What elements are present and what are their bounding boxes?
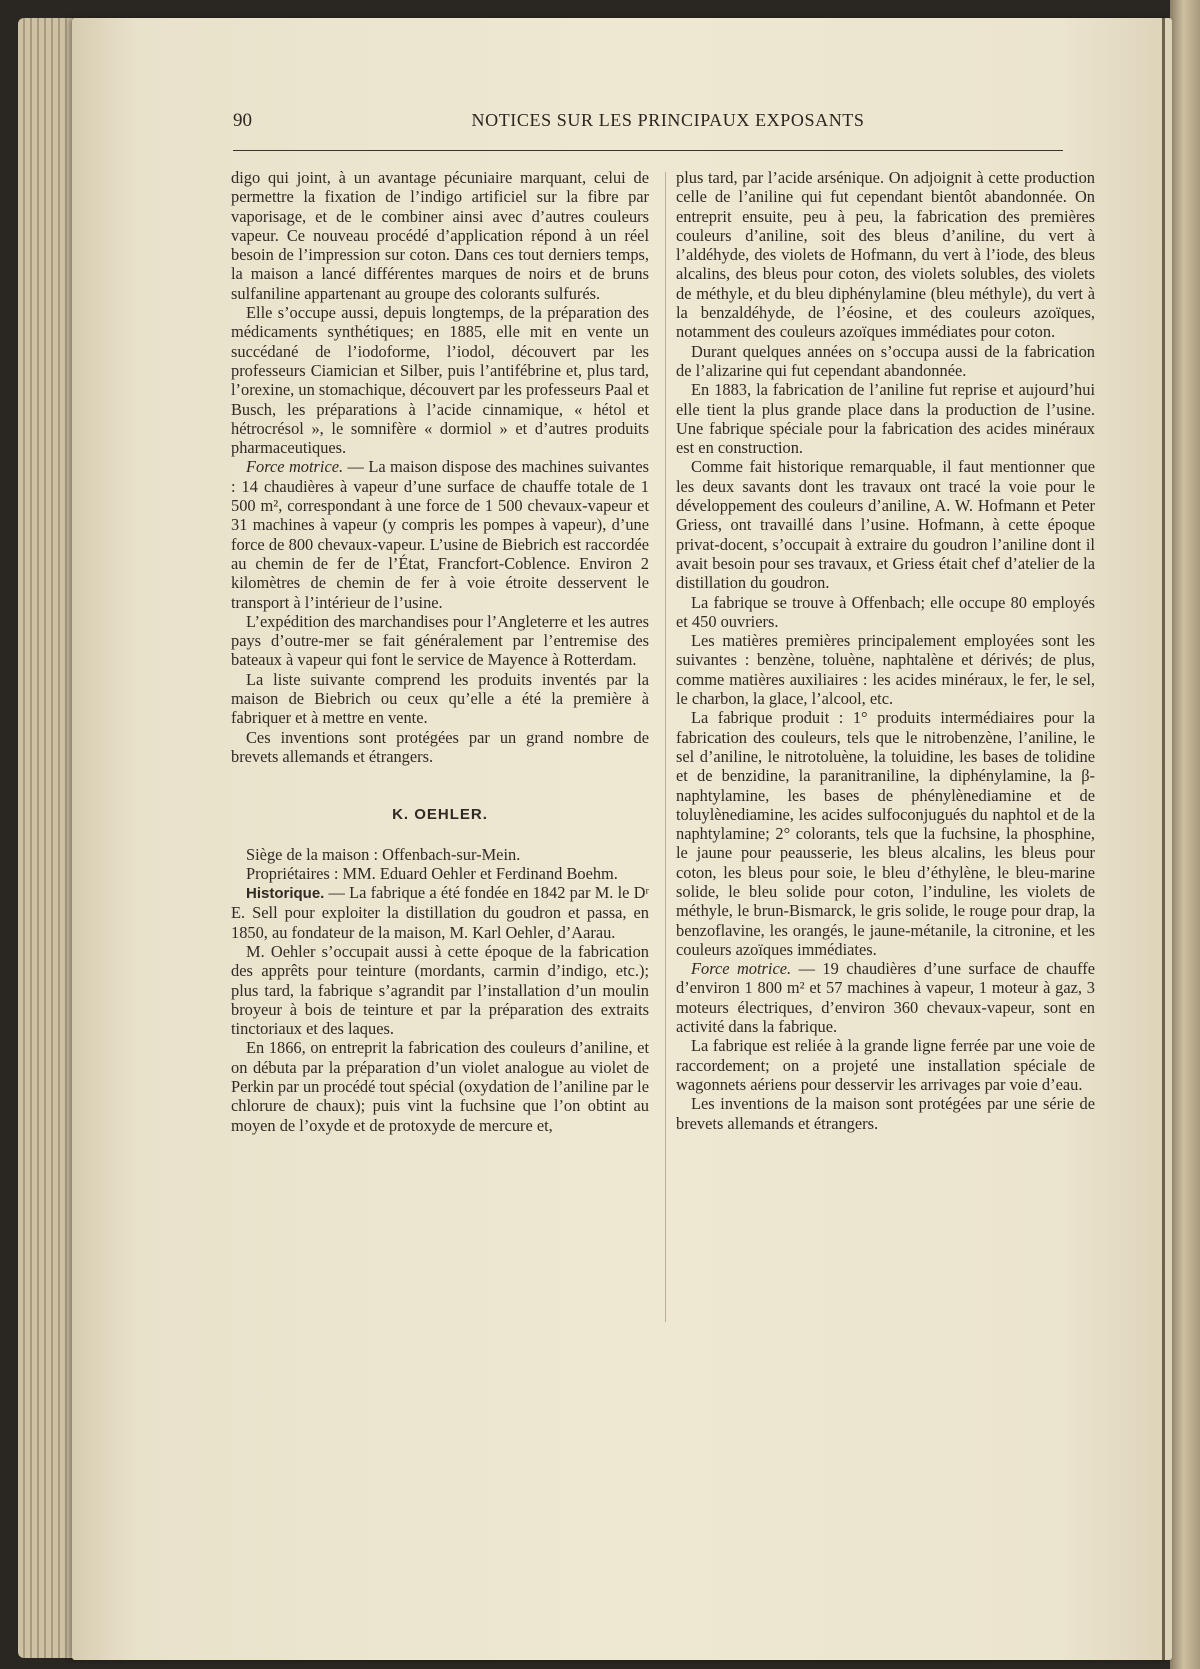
- paragraph: [231, 845, 649, 864]
- paragraph-text: plus tard, par l’acide arsénique. On adjoignit à cette production celle de l’aniline qui fut cependant bientôt abandonnée. On entreprit ensuite, peu à peu, la fabrication des premières couleurs d’aniline, soit des bleus d’aniline, du vert à l’aldéhyde, des violets de Hofmann, du vert à l’iode, des bleus alcalins, des bleus pour coton, des violets solubles, des violets de méthyle, et du bleu diphénylamine (bleu méthyle), du vert à la benzaldéhyde, de l’éosine, et des couleurs azoïques, notamment des couleurs azoïques immédiates pour coton.: [676, 168, 1095, 342]
- paragraph: [231, 612, 649, 670]
- book-gutter: [1162, 18, 1165, 1660]
- paragraph-text: — La fabrique a été fondée en 1842 par M. le Dʳ E. Sell pour exploiter la distillation du goudron et passa, en 1850, au fondateur de la maison, M. Karl Oehler, d’Aarau.: [231, 883, 649, 942]
- paragraph: [231, 883, 649, 942]
- paragraph-lead: Force motrice.: [246, 457, 344, 477]
- paragraph: [231, 168, 649, 303]
- paragraph: [676, 1094, 1095, 1133]
- paragraph-text: Propriétaires : MM. Eduard Oehler et Ferdinand Boehm.: [246, 863, 618, 883]
- paragraph-text: — La maison dispose des machines suivantes : 14 chaudières à vapeur d’une surface de chauffe totale de 1 500 m², correspondant à une force de 1 500 chevaux-vapeur et 31 machines à vapeur (y compris les pompes à vapeur), d’une force de 800 chevaux-vapeur. L’usine de Biebrich est raccordée au chemin de fer de l’État, Francfort-Coblence. Environ 2 kilomètres de chemin de fer à voie étroite desservent le transport à l’intérieur de l’usine.: [231, 457, 649, 612]
- running-head: [233, 106, 1063, 136]
- paragraph-lead: Historique.: [246, 885, 325, 903]
- paragraph: [676, 168, 1095, 342]
- header-rule: [233, 150, 1063, 151]
- paragraph: [231, 670, 649, 728]
- paragraph-text: Les inventions de la maison sont protégées par une série de brevets allemands et étrangers.: [676, 1094, 1095, 1133]
- paragraph: [676, 593, 1095, 632]
- adjacent-page-edge: [1170, 0, 1200, 1669]
- right-column: [676, 168, 1095, 1133]
- paragraph-text: L’expédition des marchandises pour l’Angleterre et les autres pays d’outre-mer se fait généralement par l’entremise des bateaux à vapeur qui font le service de Mayence à Rotterdam.: [231, 611, 649, 670]
- paragraph-text: Comme fait historique remarquable, il faut mentionner que les deux savants dont les travaux ont tracé la voie pour le développement des couleurs d’aniline, A. W. Hofmann et Peter Griess, ont travaillé dans l’usine. Hofmann, à cette époque privat-docent, s’occupait à extraire du goudron l’aniline dont il avait besoin pour ses travaux, et Griess était chef d’atelier de la distillation du goudron.: [676, 457, 1095, 593]
- paragraph-text: La liste suivante comprend les produits inventés par la maison de Biebrich ou ceux qu’elle a été la première à fabriquer et à mettre en vente.: [231, 669, 649, 728]
- paragraph-text: M. Oehler s’occupait aussi à cette époque de la fabrication des apprêts pour teinture (mordants, carmin d’indigo, etc.); plus tard, la fabrique s’agrandit par l’installation d’un moulin broyeur à bois de teinture et par la préparation des extraits tinctoriaux et des laques.: [231, 941, 649, 1039]
- paragraph-lead: Force motrice.: [691, 959, 792, 979]
- right-paragraphs: [676, 168, 1095, 1133]
- paragraph: [231, 864, 649, 883]
- paragraph: [231, 1038, 649, 1134]
- running-title: NOTICES SUR LES PRINCIPAUX EXPOSANTS: [471, 110, 865, 130]
- paragraph: [231, 457, 649, 611]
- paragraph-text: En 1883, la fabrication de l’aniline fut reprise et aujourd’hui elle tient la plus grande place dans la production de l’usine. Une fabrique spéciale pour la fabrication des acides minéraux est en construction.: [676, 380, 1095, 458]
- paragraph-text: digo qui joint, à un avantage pécuniaire marquant, celui de permettre la fixation de l’indigo artificiel sur la fibre par vaporisage, et de le combiner ainsi avec d’autres couleurs vapeur. Ce nouveau procédé d’application répond à un réel besoin de l’impression sur coton. Dans ces tout derniers temps, la maison a lancé différentes marques de noirs et de bruns sulfaniline appartenant au groupe des colorants sulfurés.: [231, 168, 649, 303]
- paragraph: [676, 959, 1095, 1036]
- paragraph-text: Les matières premières principalement employées sont les suivantes : benzène, toluène, naphtalène et dérivés; de plus, comme matières auxiliaires : les acides minéraux, le fer, le sel, le charbon, la glace, l’alcool, etc.: [676, 631, 1095, 709]
- section-title: K. OEHLER.: [392, 806, 488, 824]
- paragraph: [676, 342, 1095, 381]
- paragraph-text: La fabrique produit : 1° produits intermédiaires pour la fabrication des couleurs, tels que le nitrobenzène, l’aniline, le sel d’aniline, le nitrotoluène, la toluidine, les bases de tolidine et de benzidine, la paranitraniline, la diphénylamine, la β-naphtylamine, les bases de phénylènediamine et de toluylènediamine, les acides sulfoconjugués du naphtol et de la naphtylamine; 2° colorants, tels que la fuchsine, la phosphine, le jaune pour peausserie, les bleus alcalins, les bleus pour coton, les bleus pour soie, le bleu d’éthylène, le bleu-marine solide, le bleu solide pour coton, l’induline, les violets de méthyle, le brun-Bismarck, le gris solide, le rouge pour drap, la benzoflavine, les orangés, le jaune-métanile, la citronine, et les couleurs azoïques immédiates.: [676, 708, 1095, 959]
- paragraph-text: Ces inventions sont protégées par un grand nombre de brevets allemands et étrangers.: [231, 727, 649, 766]
- paragraph: [231, 942, 649, 1038]
- paragraph: [676, 457, 1095, 592]
- paragraph-text: Siège de la maison : Offenbach-sur-Mein.: [246, 844, 521, 864]
- paragraph: [231, 728, 649, 767]
- paragraph-text: En 1866, on entreprit la fabrication des couleurs d’aniline, et on débuta par la préparation d’un violet analogue au violet de Perkin par un procédé tout spécial (oxydation de l’aniline par le chlorure de chaux); puis vint la fuchsine que l’on obtint au moyen de l’oxyde et de protoxyde de mercure et,: [231, 1038, 649, 1135]
- page-number: 90: [233, 110, 252, 131]
- paragraph-text: La fabrique est reliée à la grande ligne ferrée par une voie de raccordement; on a projeté une installation spéciale de wagonnets aériens pour desservir les arrivages par voie d’eau.: [676, 1036, 1095, 1094]
- paragraph: [676, 380, 1095, 457]
- paragraph: [676, 708, 1095, 959]
- paragraph-text: La fabrique se trouve à Offenbach; elle occupe 80 employés et 450 ouvriers.: [676, 592, 1095, 631]
- left-column: [231, 168, 649, 1135]
- paragraph: [676, 1036, 1095, 1094]
- paragraph: [676, 631, 1095, 708]
- paragraph-text: Durant quelques années on s’occupa aussi de la fabrication de l’alizarine qui fut cependant abandonnée.: [676, 341, 1095, 380]
- paragraph-text: Elle s’occupe aussi, depuis longtemps, de la préparation des médicaments synthétiques; en 1885, elle mit en vente un succédané de l’iodoforme, l’iodol, découvert par les professeurs Ciamician et Silber, puis l’antifébrine et, plus tard, l’orexine, un stomachique, découvert par les professeurs Paal et Busch, les préparations à l’acide cinnamique, « hétol et hétrocrésol », le somnifère « dormiol » et d’autres produits pharmaceutiques.: [231, 303, 649, 458]
- column-divider: [665, 172, 666, 1322]
- paragraph: [231, 303, 649, 457]
- left-paragraphs-after: [231, 845, 649, 1135]
- left-paragraphs-before: [231, 168, 649, 766]
- paragraph-text: — 19 chaudières d’une surface de chauffe d’environ 1 800 m² et 57 machines à vapeur, 1 moteur à gaz, 3 moteurs électriques, d’environ 360 chevaux-vapeur, sont en activité dans la fabrique.: [676, 959, 1096, 1037]
